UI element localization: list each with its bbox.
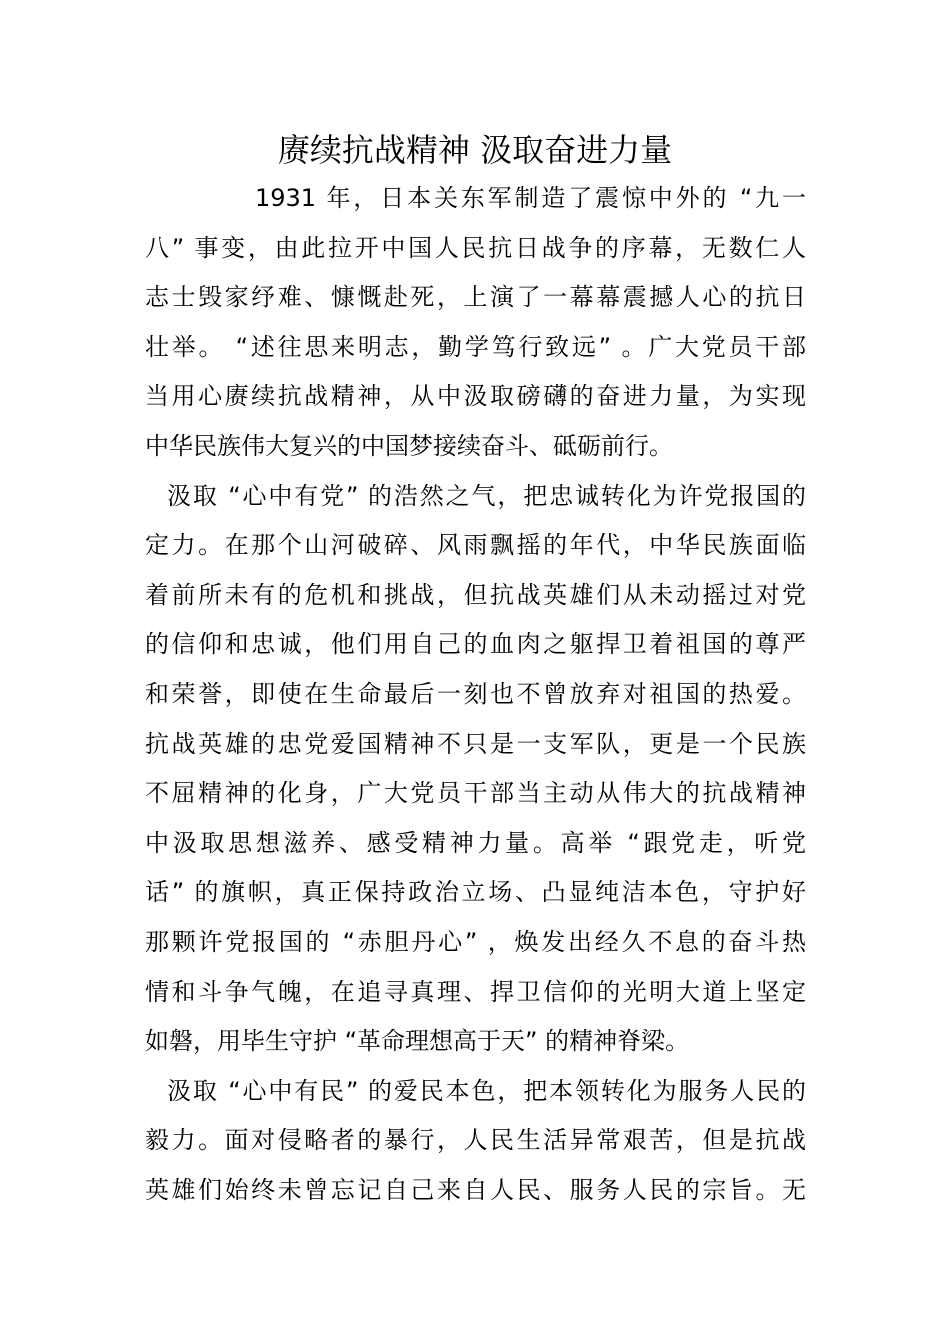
text-line: 志士毁家纾难、慷慨赴死，上演了一幕幕震撼人心的抗日 [145,283,806,312]
text-line: 汲取 “心中有民” 的爱民本色，把本领转化为服务人民的 [167,1076,806,1105]
text-line: 1931 年，日本关东军制造了震惊中外的 “九一 [255,184,806,212]
text-line: 不屈精神的化身，广大党员干部当主动从伟大的抗战精神 [145,779,806,808]
text-line: 那颗许党报国的 “赤胆丹心” ，焕发出经久不息的奋斗热 [145,927,806,956]
text-line: 中华民族伟大复兴的中国梦接续奋斗、砥砺前行。 [145,431,673,460]
text-line: 情和斗争气魄，在追寻真理、捍卫信仰的光明大道上坚定 [145,977,806,1006]
text-line: 着前所未有的危机和挑战，但抗战英雄们从未动摇过对党 [145,580,806,609]
text-line: 毅力。面对侵略者的暴行，人民生活异常艰苦，但是抗战 [145,1126,806,1155]
text-line: 八” 事变，由此拉开中国人民抗日战争的序幕，无数仁人 [145,233,806,262]
text-line: 中汲取思想滋养、感受精神力量。高举 “跟党走，听党 [145,828,806,857]
text-line: 和荣誉，即使在生命最后一刻也不曾放弃对祖国的热爱。 [145,679,806,708]
text-line: 话” 的旗帜，真正保持政治立场、凸显纯洁本色，守护好 [145,878,806,907]
text-line: 汲取 “心中有党” 的浩然之气，把忠诚转化为许党报国的 [167,481,806,510]
text-line: 抗战英雄的忠党爱国精神不只是一支军队，更是一个民族 [145,729,806,758]
text-line: 当用心赓续抗战精神，从中汲取磅礴的奋进力量，为实现 [145,382,806,411]
text-line: 定力。在那个山河破碎、风雨飘摇的年代，中华民族面临 [145,531,806,560]
text-line: 的信仰和忠诚，他们用自己的血肉之躯捍卫着祖国的尊严 [145,630,806,659]
document-body [145,174,815,1215]
document-title: 赓续抗战精神 汲取奋进力量 [277,131,673,169]
text-line: 壮举。 “述往思来明志，勤学笃行致远” 。广大党员干部 [145,332,806,361]
text-line: 如磐，用毕生守护 “革命理想高于天” 的精神脊梁。 [145,1027,690,1056]
text-line: 英雄们始终未曾忘记自己来自人民、服务人民的宗旨。无 [145,1175,806,1204]
